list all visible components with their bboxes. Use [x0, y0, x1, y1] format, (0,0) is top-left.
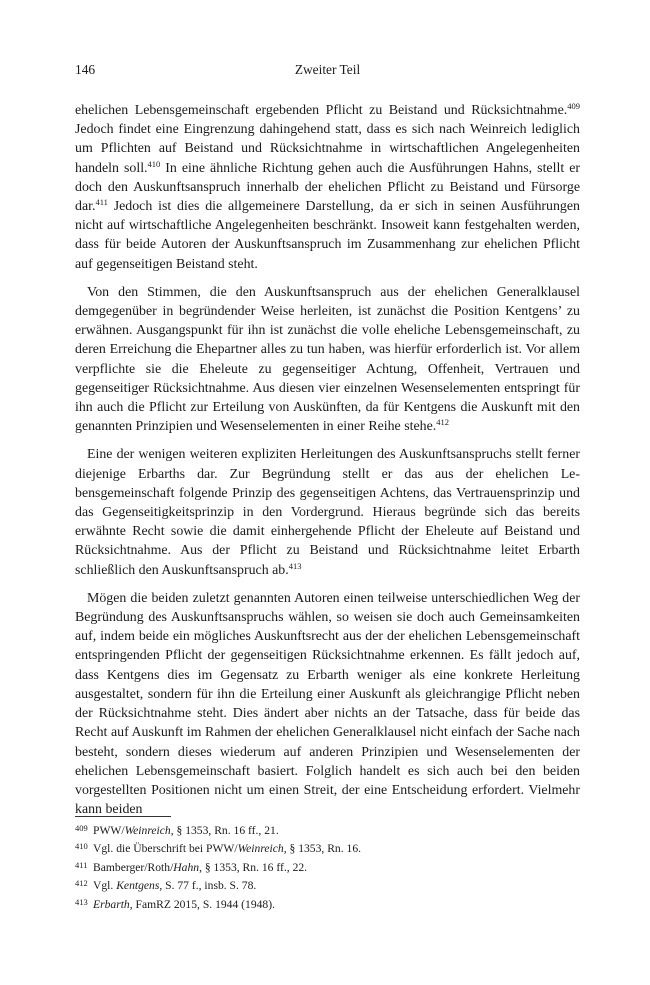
footnote-number: 412 — [75, 878, 88, 889]
text-run: Bamberger/Roth/ — [93, 860, 174, 874]
italic-author-name: Erbarth — [93, 897, 130, 911]
footnote-reference: 410 — [147, 158, 161, 169]
running-title: Zweiter Teil — [294, 62, 361, 77]
text-run: Vgl. die Überschrift bei PWW/ — [93, 842, 238, 856]
page-number: 146 — [75, 62, 96, 77]
text-run: , FamRZ 2015, S. 1944 (1948). — [129, 897, 275, 911]
italic-author-name: Weinreich — [237, 842, 284, 856]
italic-author-name: Weinreich — [124, 824, 171, 837]
footnote — [75, 896, 580, 914]
body-paragraph — [75, 445, 580, 579]
italic-author-name: Hahn — [173, 860, 200, 874]
text-run: Vgl. — [93, 879, 117, 893]
footnote-number: 409 — [75, 823, 88, 833]
text-run: Jedoch ist dies die allgemeinere Darstellung, da er sich in seinen Ausführungen nicht auf wirtschaftliche Angelegenheiten beschränkt. Insoweit kann festgehalten werden, dass für beide Autoren der Auskunftsanspruch im Zusammenhang zur ehelichen Pflicht auf gegenseitigen Beistand steht. — [75, 199, 580, 272]
footnote-text — [93, 877, 580, 895]
italic-author-name: Kentgens — [116, 879, 160, 893]
footnote — [75, 840, 580, 858]
body-paragraph — [75, 283, 580, 437]
text-run: ehelichen Lebensgemeinschaft ergebenden Pflicht zu Beistand und Rücksichtnahme. — [75, 103, 568, 118]
footnote — [75, 822, 580, 840]
footnote-text — [93, 840, 580, 858]
text-run: , § 1353, Rn. 16 ff., 21. — [170, 824, 279, 837]
text-run: Von den Stimmen, die den Auskunftsanspruch aus der ehelichen Generalklausel demgegenüber in begründender Weise herleiten, ist zunächst die Position Kentgens’ zu erwähnen. Ausgangspunkt für ihn ist zunächst die volle eheliche Lebensgemeinschaft, zu deren Erreichung die Ehepartner alles zu tun haben, was hierfür erforderlich ist. Vor allem verpflichte sie die Eheleute zu gegenseitiger Achtung, Offenheit, Vertrauen und gegenseitiger Rücksichtnahme. Aus diesen vier einzelnen Wesenselementen entspringt für ihn auch die Pflicht zur Erteilung von Auskünften, da für Kentgens die Auskunft mit den genannten Prinzipien und Wesenselementen in einer Reihe stehe. — [75, 284, 580, 435]
text-run: Eine der wenigen weiteren expliziten Herleitungen des Auskunftsanspruchs stellt ferner diejenige Erbarths dar. Zur Begründung stellt er das aus der ehelichen Lebensgemeinschaft folgende Prinzip des gegenseitigen Achtens, das Vertrauensprinzip und das Gegenseitigkeitsprinzip in den Vordergrund. Hieraus begründe sich das bereits erwähnte Recht sowie die damit einhergehende Pflicht der Eheleute auf Beistand und Rücksichtnahme. Aus der Pflicht zu Beistand und Rücksichtnahme leitet Erbarth schließlich den Auskunftsanspruch ab. — [75, 447, 580, 578]
footnote-reference: 413 — [288, 560, 302, 571]
text-run: , § 1353, Rn. 16 ff., 22. — [199, 860, 308, 874]
footnote-text — [93, 896, 580, 914]
page-header — [75, 62, 580, 82]
footnote-number: 413 — [75, 896, 88, 907]
text-run: In eine ähnliche Richtung gehen auch die Ausführungen Hahns, stellt er doch den Auskunftsanspruch innerhalb der ehelichen Pflicht zu Beistand und Fürsorge dar. — [75, 160, 580, 215]
footnote-number: 410 — [75, 841, 88, 852]
footnote — [75, 859, 580, 877]
text-run: , § 1353, Rn. 16. — [283, 842, 362, 856]
footnote-reference: 412 — [436, 417, 449, 428]
footnote-text — [93, 822, 580, 840]
text-run: Jedoch findet eine Eingrenzung dahingehend statt, dass es sich nach Weinreich lediglich um Pflichten auf Beistand und Rücksichtnahme in wirtschaftlichen Angelegenheiten handeln soll. — [75, 122, 580, 176]
text-run: PWW/ — [93, 824, 125, 837]
footnote-reference: 409 — [567, 101, 580, 111]
body-text — [75, 101, 580, 828]
footnote-separator — [75, 816, 171, 817]
body-paragraph — [75, 589, 580, 819]
footnote — [75, 877, 580, 895]
footnote-number: 411 — [75, 859, 88, 870]
text-run: Mögen die beiden zuletzt genannten Autoren einen teilweise unterschiedlichen Weg der Begründung des Auskunftsanspruchs wählen, so weisen sie doch auch Gemeinsamkeiten auf, indem beide ein mögliches Auskunftsrecht aus der der ehelichen Lebensgemeinschaft entspringenden Pflicht der gegenseitigen Rücksichtnahme erkennen. Es fällt jedoch auf, dass Kentgens dies im Gegensatz zu Erbarth weniger als eine konkrete Herleitung ausgestaltet, sondern für ihn die Erteilung einer Auskunft als gleichrangige Pflicht neben der Rücksichtnahme steht. Dies ändert aber nichts an der Tatsache, dass für beide das Recht auf Auskunft im Rahmen der ehelichen Generalklausel nicht einfach der Sache nach besteht, sondern dieses wiederum auf anderen Prinzipien und Wesenselementen der ehelichen Lebensgemeinschaft basiert. Folglich handelt es sich auch bei den beiden vorgestellten Positionen nicht um einen Streit, der eine Entscheidung erfordert. Vielmehr kann beiden — [75, 590, 580, 818]
footnote-reference: 411 — [95, 197, 108, 208]
text-run: , S. 77 f., insb. S. 78. — [159, 879, 257, 893]
body-paragraph — [75, 101, 580, 274]
footnote-list — [75, 822, 580, 914]
footnote-text — [93, 859, 580, 877]
